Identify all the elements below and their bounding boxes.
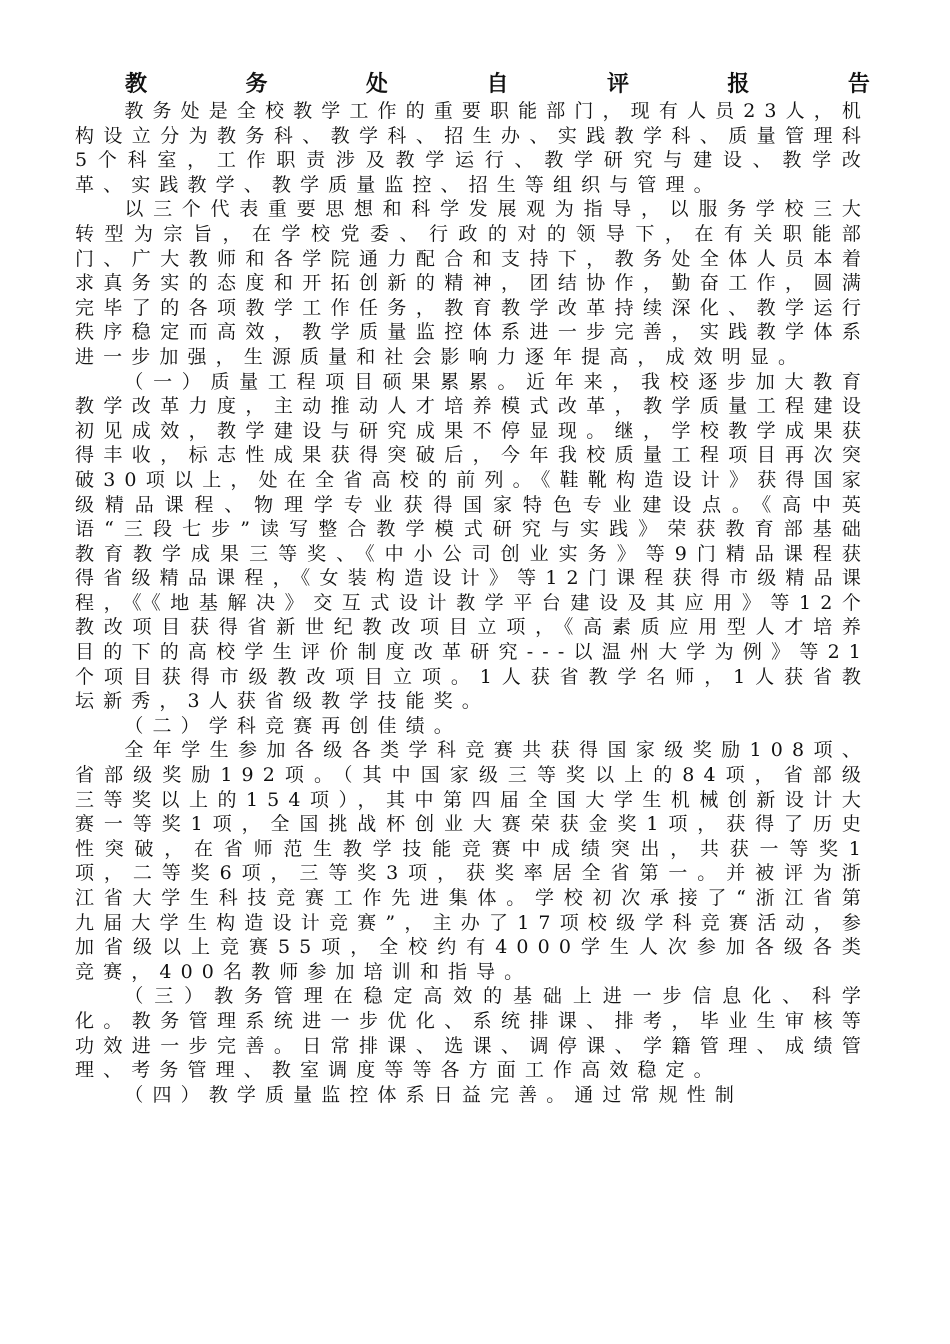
page-title <box>75 70 870 99</box>
document-body <box>75 70 870 1107</box>
paragraph-overview: 以三个代表重要思想和科学发展观为指导，以服务学校三大转型为宗旨，在学校党委、行政的对的领导下，在有关职能部门、广大教师和各学院通力配合和支持下，教务处全体人员本着求真务实的态度和开拓创新的精神，团结协作，勤奋工作，圆满完毕了的各项教学工作任务，教育教学改革持续深化、教学运行秩序稳定而高效，教学质量监控体系进一步完善，实践教学体系进一步加强，生源质量和社会影响力逐年提高，成效明显。 <box>75 198 870 368</box>
paragraph-quality-monitoring: （四）教学质量监控体系日益完善。通过常规性制 <box>124 1083 744 1106</box>
paragraph-competition-results: 全年学生参加各级各类学科竞赛共获得国家级奖励108项、省部级奖励192项。（其中国家级三等奖以上的84项，省部级三等奖以上的154项），其中第四届全国大学生机械创新设计大赛一等奖1项，全国挑战杯创业大赛荣获金奖1项，获得了历史性突破，在省师范生教学技能竞赛中成绩突出，共获一等奖1项，二等奖6项，三等奖3项，获奖率居全省第一。并被评为浙江省大学生科技竞赛工作先进集体。学校初次承接了“浙江省第九届大学生构造设计竞赛”，主办了17项校级学科竞赛活动，参加省级以上竞赛55项，全校约有4000学生人次参加各级各类竞赛，400名教师参加培训和指导。 <box>75 739 870 983</box>
title-char: 评 <box>606 72 629 97</box>
title-char: 自 <box>486 72 509 97</box>
title-char: 处 <box>365 72 388 97</box>
title-char: 告 <box>847 72 870 97</box>
paragraph-department-intro: 教务处是全校教学工作的重要职能部门，现有人员23人，机构设立分为教务科、教学科、招生办、实践教学科、质量管理科5个科室，工作职责涉及教学运行、教学研究与建设、教学改革、实践教学、教学质量监控、招生等组织与管理。 <box>75 100 870 196</box>
paragraph-academic-management: （三）教务管理在稳定高效的基础上进一步信息化、科学化。教务管理系统进一步优化、系统排课、排考，毕业生审核等功效进一步完善。日常排课、选课、调停课、学籍管理、成绩管理、考务管理、教室调度等等各方面工作高效稳定。 <box>75 985 870 1082</box>
title-char: 教 <box>125 72 148 97</box>
title-char: 报 <box>727 72 750 97</box>
paragraph-competition-heading: （二）学科竞赛再创佳绩。 <box>124 714 462 737</box>
title-char: 务 <box>245 72 268 97</box>
paragraph-quality-projects: （一）质量工程项目硕果累累。近年来，我校逐步加大教育教学改革力度，主动推动人才培养模式改革，教学质量工程建设初见成效，教学建设与研究成果不停显现。继，学校教学成果获得丰收，标志性成果获得突破后，今年我校质量工程项目再次突破30项以上，处在全省高校的前列。《鞋靴构造设计》获得国家级精品课程、物理学专业获得国家特色专业建设点。《高中英语“三段七步”读写整合教学模式研究与实践》荣获教育部基础教育教学成果三等奖、《中小公司创业实务》等9门精品课程获得省级精品课程，《女装构造设计》等12门课程获得市级精品课程，《《地基解决》交互式设计教学平台建设及其应用》等12个教改项目获得省新世纪教改项目立项，《高素质应用型人才培养目的下的高校学生评价制度改革研究---以温州大学为例》等21个项目获得市级教改项目立项。1人获省教学名师，1人获省教坛新秀，3人获省级教学技能奖。 <box>75 370 870 713</box>
